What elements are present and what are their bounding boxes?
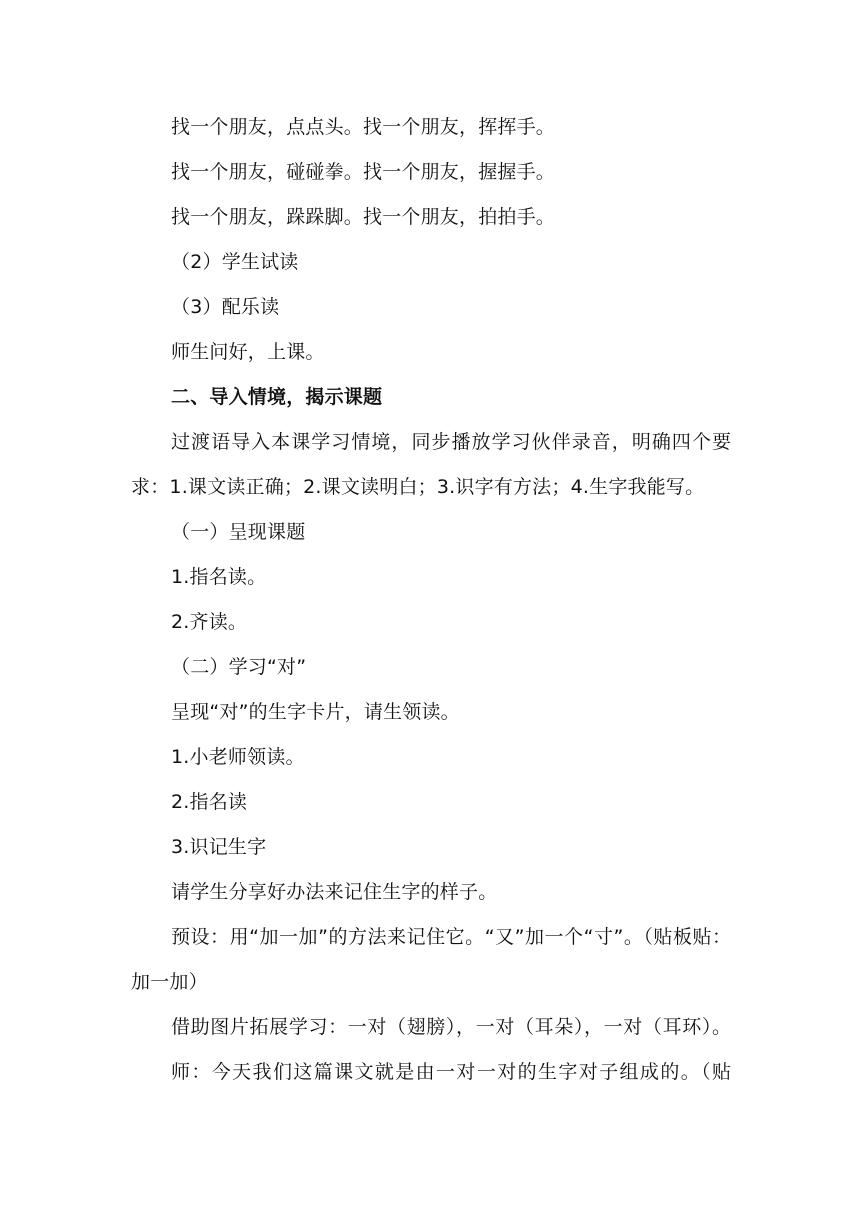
- paragraph-share-method: 请学生分享好办法来记住生字的样子。: [171, 881, 498, 903]
- step-music-read: （3）配乐读: [171, 296, 280, 318]
- poem-line-2: 找一个朋友，碰碰拳。找一个朋友，握握手。: [171, 161, 556, 183]
- paragraph-character-card: 呈现“对”的生字卡片，请生领读。: [171, 701, 460, 723]
- paragraph-intro-line-2: 求：1.课文读正确；2.课文读明白；3.识字有方法；4.生字我能写。: [131, 476, 705, 498]
- step-student-try-read: （2）学生试读: [171, 251, 299, 273]
- poem-line-3: 找一个朋友，跺跺脚。找一个朋友，拍拍手。: [171, 206, 556, 228]
- paragraph-preset-line-1: 预设：用“加一加”的方法来记住它。“又”加一个“寸”。（贴板贴：: [171, 926, 731, 948]
- list-item-choral-read: 2.齐读。: [171, 611, 248, 633]
- paragraph-teacher-remark: 师：今天我们这篇课文就是由一对一对的生字对子组成的。（贴: [171, 1061, 731, 1083]
- paragraph-picture-extension: 借助图片拓展学习：一对（翅膀），一对（耳朵），一对（耳环）。: [171, 1016, 731, 1038]
- list-item-name-read: 1.指名读。: [171, 566, 267, 588]
- subheading-present-title: （一）呈现课题: [171, 521, 306, 543]
- list-item-memorize: 3.识记生字: [171, 836, 267, 858]
- paragraph-greeting: 师生问好，上课。: [171, 341, 325, 363]
- paragraph-intro-line-1: 过渡语导入本课学习情境，同步播放学习伙伴录音，明确四个要: [171, 431, 731, 453]
- paragraph-preset-line-2: 加一加）: [131, 971, 208, 993]
- list-item-name-read-2: 2.指名读: [171, 791, 248, 813]
- section-heading: 二、导入情境，揭示课题: [171, 386, 383, 408]
- poem-line-1: 找一个朋友，点点头。找一个朋友，挥挥手。: [171, 116, 556, 138]
- subheading-learn-dui: （二）学习“对”: [171, 656, 307, 678]
- list-item-little-teacher: 1.小老师领读。: [171, 746, 305, 768]
